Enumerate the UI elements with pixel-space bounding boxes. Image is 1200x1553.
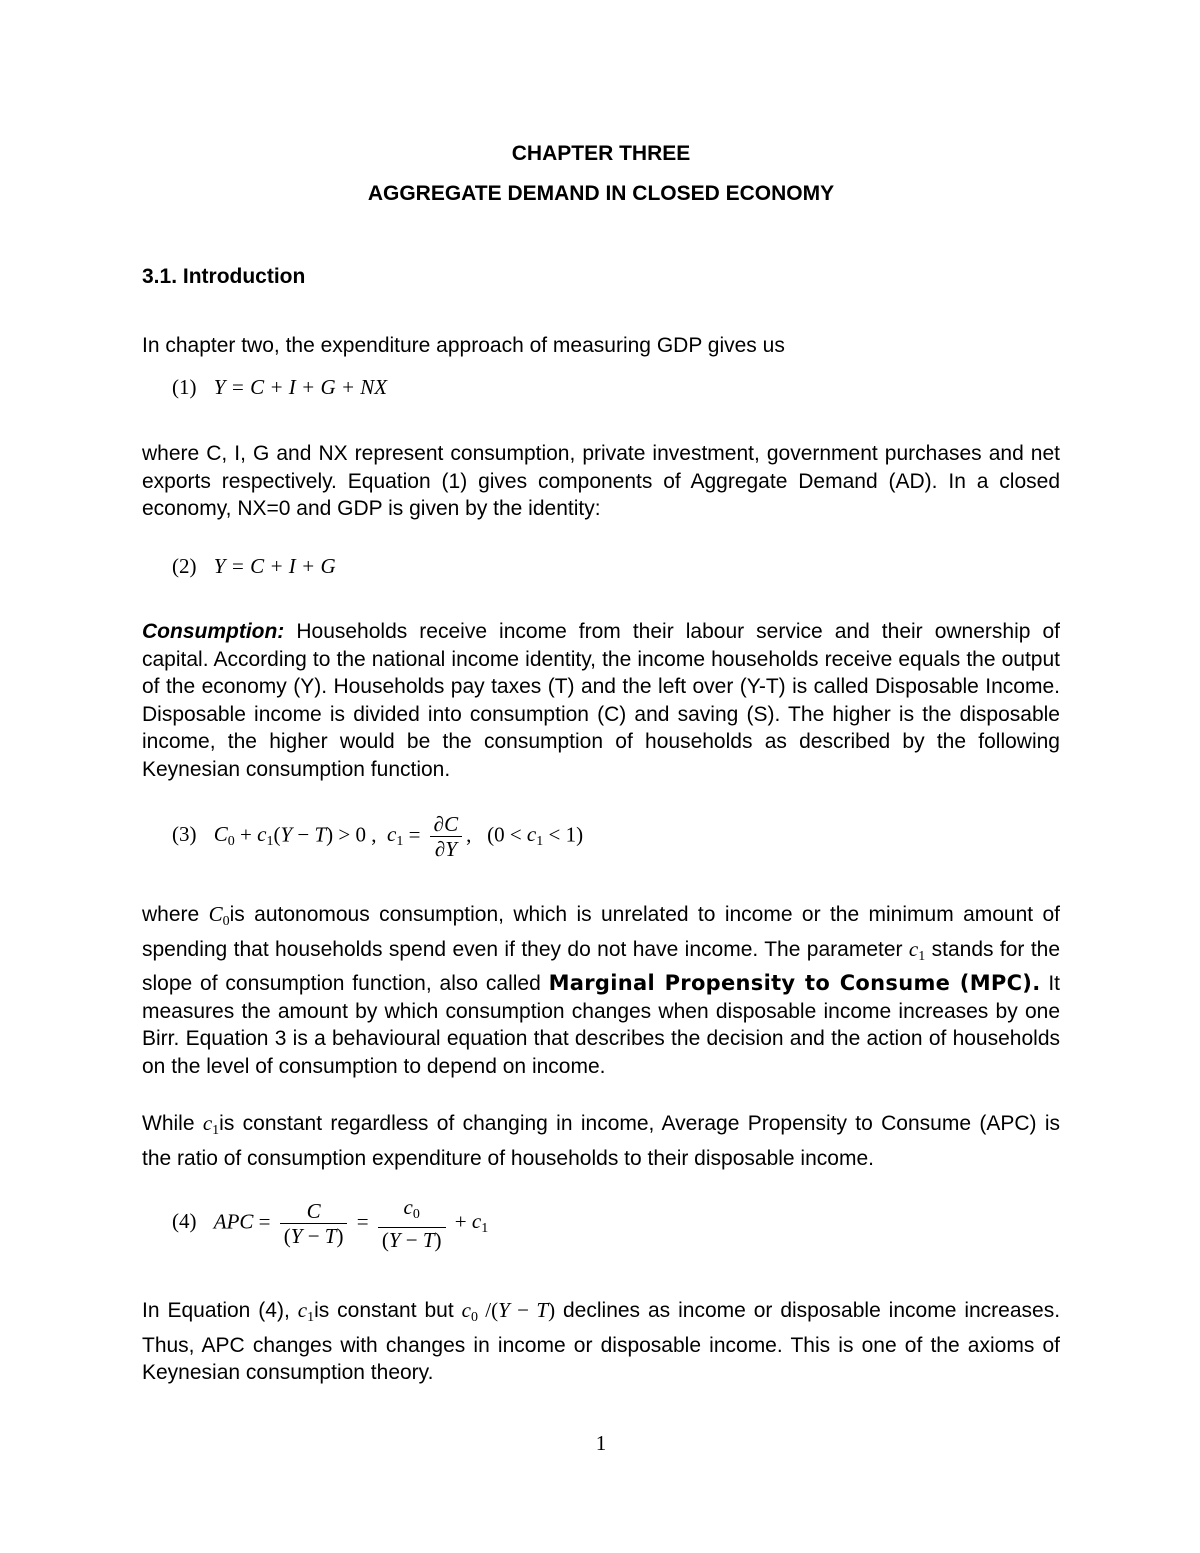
symbol-c1: $c_1$ xyxy=(908,936,926,964)
consumption-text: Households receive income from their labour service and their ownership of capital. According to the national income identity, the income households receive equals the output of the economy (Y). Households pay taxes (T) and the left over (Y-T) is called Disposable Income. Disposable income is divided into consumption (C) and saving (S). The higher is the disposable income, the higher would be the consumption of households as described by the following Keynesian consumption function. xyxy=(142,620,1060,781)
chapter-title: AGGREGATE DEMAND IN CLOSED ECONOMY xyxy=(367,182,835,205)
symbol-c0: $C_0$ xyxy=(208,902,230,929)
equation-2-number: (2) xyxy=(172,554,197,578)
symbol-c0-ratio: $c_0$ /(Y − T) xyxy=(461,1298,556,1325)
paragraph-components: where C, I, G and NX represent consumption, private investment, government purchases and net exports respectively. Equation (1) gives components of Aggregate Demand (AD). In a closed economy, NX=0 and GDP is given by the identity: xyxy=(142,442,1060,520)
equation-2 xyxy=(172,553,336,581)
equation-3: (3) $C_0 + c_1(Y - T) > 0$ , $c_1$ = $\frac{\partial C}{\partial Y}$ , $(0 < c_1 < 1)$ xyxy=(172,812,584,861)
equation-4: (4) APC = $\frac{C}{(Y - T)}$ = $\frac{c_0}{(Y - T)}$ + $c_1$ xyxy=(172,1195,489,1252)
paragraph-conclusion: In Equation (4), $c_1is$ constant but $c_0$ /(Y − T) declines as income or disposable income increases. Thus, APC changes with changes in income or disposable income. This is one of the axioms of Keynesian consumption theory. xyxy=(142,1298,1061,1384)
page-number: 1 xyxy=(595,1431,607,1455)
equation-1 xyxy=(172,374,387,402)
equation-3-number: (3) xyxy=(172,822,197,847)
equation-1-body: Y = C + I + G + NX xyxy=(213,375,388,399)
equation-2-body: Y = C + I + G xyxy=(213,554,336,578)
mpc-term: Marginal Propensity to Consume (MPC). xyxy=(548,971,1041,995)
paragraph-consumption xyxy=(142,618,1060,783)
equation-4-number: (4) xyxy=(172,1209,197,1234)
consumption-label: Consumption: xyxy=(142,620,285,643)
symbol-c1: $c_1$ xyxy=(297,1298,315,1325)
equation-1-number: (1) xyxy=(172,375,197,399)
paragraph-intro: In chapter two, the expenditure approach of measuring GDP gives us xyxy=(142,334,785,357)
paragraph-apc: While $c_1is$ constant regardless of changing in income, Average Propensity to Consume (APC) is the ratio of consumption expenditure of households to their disposable income. xyxy=(142,1111,1060,1170)
chapter-number: CHAPTER THREE xyxy=(511,142,691,165)
section-heading: 3.1. Introduction xyxy=(142,265,306,288)
symbol-c1: $c_1$ xyxy=(202,1111,220,1138)
paragraph-autonomous: where $C_0is$ autonomous consumption, which is unrelated to income or the minimum amount of spending that households spend even if they do not have income. The parameter $c_1$ stands for the slope of consumption function, also called Marginal Propensity to Consume (MPC). It measures the amount by which consumption changes when disposable income increases by one Birr. Equation 3 is a behavioural equation that describes the decision and the action of households on the level of consumption to depend on income. xyxy=(142,902,1061,1078)
